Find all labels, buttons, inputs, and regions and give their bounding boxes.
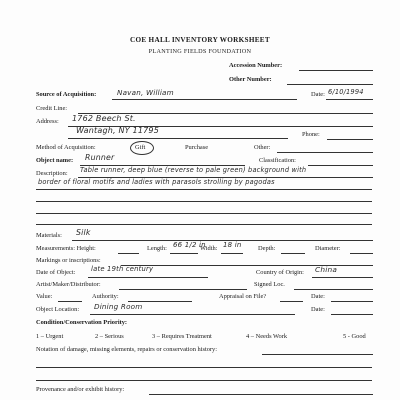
description-field-5[interactable] [36,224,372,225]
description-field-2[interactable] [36,189,372,190]
depth-field[interactable] [281,253,305,254]
location-date-label: Date: [311,306,325,313]
artist-label: Artist/Maker/Distributor: [36,281,101,288]
other-number-field[interactable] [287,84,373,85]
country-label: Country of Origin: [256,269,304,276]
signed-loc-label: Signed Loc. [254,281,285,288]
length-label: Length: [147,245,167,252]
source-field[interactable] [112,99,297,100]
object-name-value: Runner [85,153,115,162]
provenance-label: Provenance and/or exhibit history: [36,386,125,393]
object-location-value: Dining Room [94,302,143,311]
method-gift[interactable]: Gift [135,144,146,151]
address-line-2: Wantagh, NY 11795 [76,126,159,135]
depth-label: Depth: [258,245,276,252]
object-location-label: Object Location: [36,306,80,313]
object-name-label: Object name: [36,157,74,164]
condition-option-needs-work[interactable]: 4 – Needs Work [246,333,288,340]
appraisal-label: Appraisal on File? [219,293,267,300]
materials-label: Materials: [36,232,62,239]
date-of-object-field[interactable] [88,277,208,278]
method-purchase[interactable]: Purchase [185,144,209,151]
materials-value: Silk [76,228,91,237]
width-field[interactable] [221,253,243,254]
value-field[interactable] [58,301,82,302]
appraisal-field[interactable] [280,301,303,302]
description-field-4[interactable] [36,213,372,214]
condition-option-urgent[interactable]: 1 – Urgent [36,333,64,340]
accession-number-field[interactable] [299,70,373,71]
description-line-2: border of floral motifs and ladies with parasols strolling by pagodas [38,178,275,186]
country-field[interactable] [312,277,373,278]
notation-label: Notation of damage, missing elements, repairs or conservation history: [36,346,218,353]
condition-option-good[interactable]: 5 - Good [343,333,366,340]
provenance-field[interactable] [149,394,373,395]
phone-label: Phone: [302,131,320,138]
notation-field-1[interactable] [262,354,373,355]
classification-label: Classification: [259,157,296,164]
phone-field[interactable] [327,139,373,140]
width-value: 18 in [223,241,242,249]
other-number-label: Other Number: [229,76,272,83]
length-field[interactable] [170,253,198,254]
markings-label: Markings or inscriptions: [36,257,101,264]
appraisal-date-field[interactable] [331,301,373,302]
condition-option-requires-treatment[interactable]: 3 – Requires Treatment [152,333,212,340]
source-value: Navan, William [117,88,174,97]
worksheet-title: COE HALL INVENTORY WORKSHEET [129,36,270,44]
description-label: Description: [36,170,68,177]
source-date-label: Date: [311,91,325,98]
value-label: Value: [36,293,53,300]
description-line-1: Table runner, deep blue (reverse to pale green) background with [80,166,307,174]
height-field[interactable] [118,253,139,254]
artist-field[interactable] [119,289,247,290]
date-of-object-value: late 19th century [91,265,154,273]
condition-option-serious[interactable]: 2 – Serious [95,333,124,340]
method-other-field[interactable] [277,152,373,153]
date-of-object-label: Date of Object: [36,269,76,276]
description-field-3[interactable] [36,201,372,202]
accession-number-label: Accession Number: [229,62,283,69]
address-field-2[interactable] [68,138,288,139]
address-label: Address: [36,118,59,125]
measurements-height-label: Measurements: Height: [36,245,96,252]
method-label: Method of Acquisition: [36,144,96,151]
source-date-value: 6/10/1994 [328,88,364,96]
authority-label: Authority: [92,293,119,300]
classification-field[interactable] [308,165,373,166]
condition-title: Condition/Conservation Priority: [36,319,128,326]
signed-loc-field[interactable] [294,289,373,290]
country-value: China [315,265,338,274]
width-label: Width: [200,245,218,252]
notation-field-3[interactable] [36,380,372,381]
length-value: 66 1/2 in [173,241,206,249]
diameter-field[interactable] [350,253,373,254]
diameter-label: Diameter: [315,245,341,252]
method-other-label: Other: [254,144,271,151]
credit-line-label: Credit Line: [36,105,68,112]
source-label: Source of Acquisition: [36,91,97,98]
address-line-1: 1762 Beech St. [72,114,136,123]
notation-field-2[interactable] [36,367,372,368]
worksheet-subtitle: PLANTING FIELDS FOUNDATION [148,48,252,55]
source-date-field[interactable] [326,99,373,100]
object-location-field[interactable] [90,314,295,315]
location-date-field[interactable] [331,314,373,315]
appraisal-date-label: Date: [311,293,325,300]
